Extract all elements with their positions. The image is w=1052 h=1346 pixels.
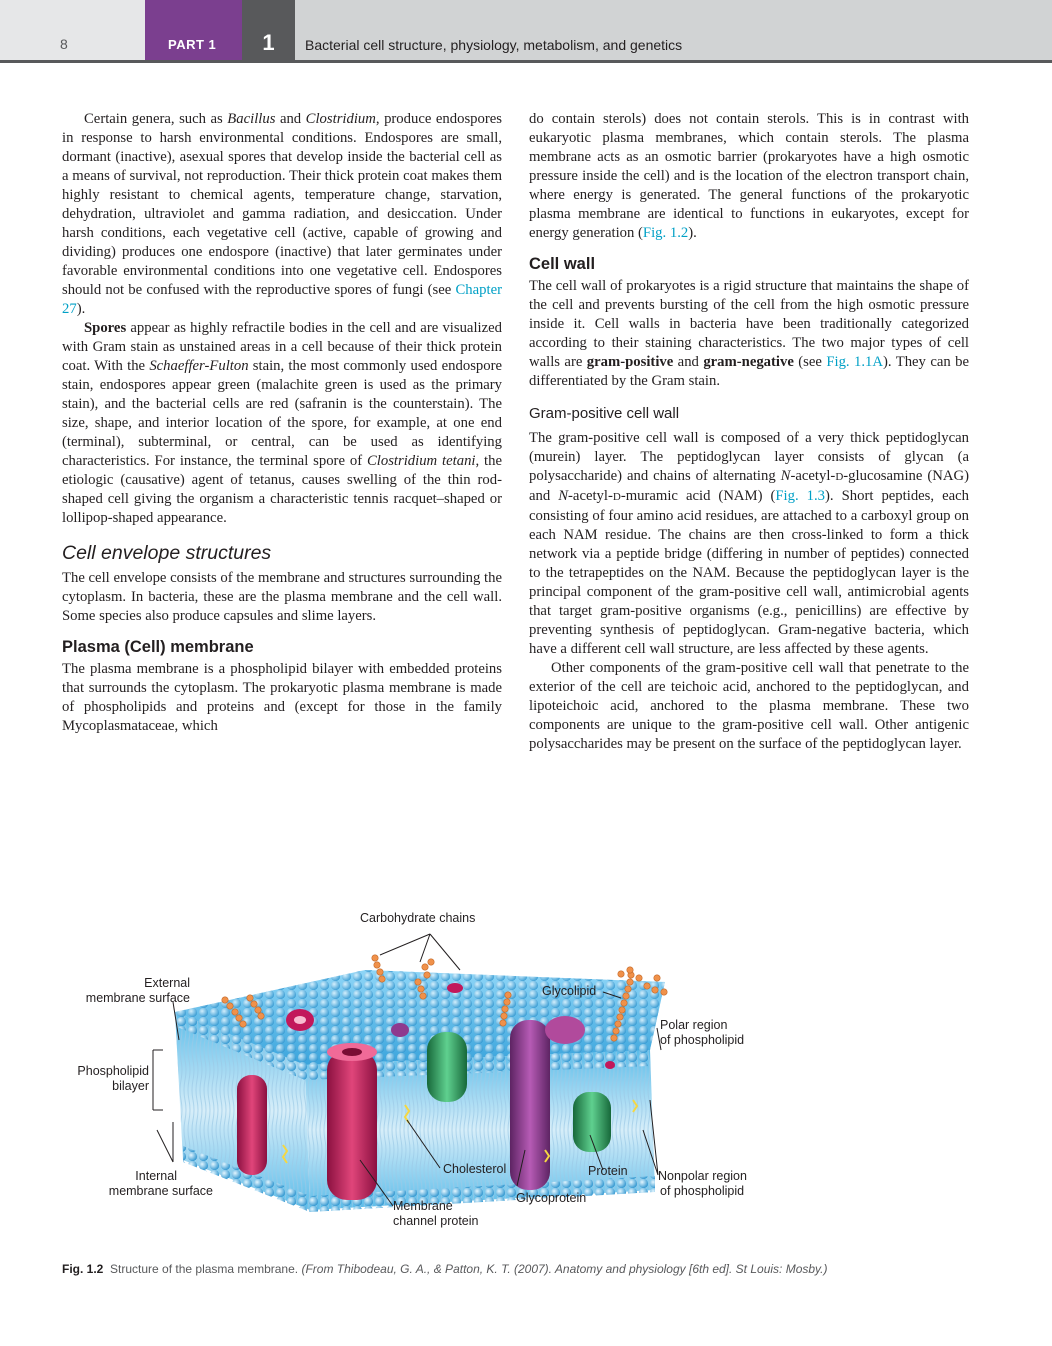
text-run: -glucosamine (NAG) and	[529, 468, 969, 504]
link-chapter-27[interactable]: Chapter 27	[62, 282, 502, 317]
small-cap-d: D	[612, 491, 621, 503]
paragraph-membrane-continued	[529, 110, 969, 243]
paragraph-endospores	[62, 110, 502, 319]
term-gram-positive: gram-positive	[586, 354, 674, 370]
text-run: ).	[76, 301, 86, 317]
heading-plasma-membrane: Plasma (Cell) membrane	[62, 638, 254, 656]
label-channel-protein-line2: channel protein	[393, 1214, 479, 1228]
text-run: -acetyl-	[568, 488, 613, 504]
term-gram-negative: gram-negative	[703, 354, 794, 370]
label-external-surface-line1: External	[144, 976, 190, 990]
paragraph-gram-positive	[529, 429, 969, 659]
label-phospholipid-bilayer-line1: Phospholipid	[77, 1064, 149, 1078]
figure-caption	[62, 1262, 828, 1276]
right-column	[529, 110, 969, 754]
label-external-surface-line2: membrane surface	[85, 991, 190, 1005]
chem-prefix: N	[780, 468, 791, 484]
chem-prefix: N	[558, 488, 569, 504]
text-run: -acetyl-	[790, 468, 836, 484]
chapter-number: 1	[262, 30, 275, 55]
label-internal-surface-line2: membrane surface	[108, 1184, 213, 1198]
label-phospholipid-bilayer-line2: bilayer	[112, 1079, 149, 1093]
paragraph-teichoic-acid: Other components of the gram-positive cell wall that penetrate to the exterior of the cell are teichoic acid, anchored to the peptidoglycan, and lipoteichoic acid, anchored to the plasma membrane. These two components are unique to the gram-positive cell wall. Other antigenic polysaccharides may be present on the surface of the peptidoglycan layer.	[529, 660, 969, 752]
link-fig-1-3[interactable]: Fig. 1.3	[775, 488, 826, 504]
label-nonpolar-region-line1: Nonpolar region	[658, 1169, 747, 1183]
header-page-number-block	[0, 0, 145, 60]
label-polar-region-line1: Polar region	[660, 1018, 728, 1032]
genus-name: Clostridium	[305, 111, 376, 127]
caption-label: Fig. 1.2	[62, 1262, 104, 1276]
stain-name: Schaeffer-Fulton	[149, 358, 249, 374]
label-nonpolar-region-line2: of phospholipid	[660, 1184, 745, 1198]
label-glycoprotein: Glycoprotein	[516, 1191, 587, 1205]
caption-source: (From Thibodeau, G. A., & Patton, K. T. (2007). Anatomy and physiology [6th ed]. St Louis: Mosby.)	[301, 1262, 828, 1276]
part-label: PART 1	[168, 37, 217, 52]
label-glycolipid: Glycolipid	[542, 984, 597, 998]
text-run: , produce endospores in response to harsh environmental conditions. Endospores are small, dormant (inactive), asexual spores that develop inside the bacterial cell as a means of survival, not reproduction. Their thick protein coat makes them highly resistant to chemical agents, temperature change, starvation, dehydration, ultraviolet and gamma radiation, and desiccation. Under harsh conditions, each vegetative cell (active, capable of growing and dividing) produces one endospore (inactive) that later germinates under favorable environmental conditions into one vegetative cell. Endospores should not be confused with the reproductive spores of fungi (see	[62, 111, 502, 298]
text-run: and	[673, 354, 704, 370]
heading-cell-wall: Cell wall	[529, 255, 596, 273]
label-internal-surface-line1: Internal	[135, 1169, 177, 1183]
text-run: stain, the most commonly used endospore stain, endospores appear green (malachite green is used as the primary stain), and the bacterial cells are red (safranin is the counterstain). The size, shape, and interior location of the spore, for example, at one end (terminal), subterminal, or central, can be used as identifying characteristics. For instance, the terminal spore of	[62, 358, 503, 469]
text-run: ).	[688, 225, 697, 241]
text-run: do contain sterols) does not contain sterols. This is in contrast with eukaryotic plasma membranes, which contain sterols. The plasma membrane acts as an osmotic barrier (prokaryotes have a high osmotic pressure inside the cell) and is the location of the electron transport chain, where energy is generated. The general functions of the prokaryotic plasma membrane are identical to functions in eukaryotes, except for energy generation (	[529, 111, 969, 241]
figure-plasma-membrane	[55, 900, 1005, 1240]
text-run: The gram-positive cell wall is composed of a very thick peptidoglycan (murein) layer. The peptidoglycan layer consists of glycan (a polysaccharide) and chains of alternating	[529, 430, 969, 484]
heading-gram-positive-cell-wall: Gram-positive cell wall	[529, 405, 680, 422]
label-channel-protein-line1: Membrane	[393, 1199, 453, 1213]
genus-name: Bacillus	[227, 111, 276, 127]
paragraph-cell-envelope: The cell envelope consists of the membrane and structures surrounding the cytoplasm. In bacteria, these are the plasma membrane and the cell wall. Some species also produce capsules and slime layers.	[62, 570, 502, 624]
chapter-title: Bacterial cell structure, physiology, metabolism, and genetics	[305, 37, 683, 53]
paragraph-cell-wall	[529, 277, 969, 391]
text-run: and	[275, 111, 306, 127]
left-column	[62, 110, 502, 736]
label-cholesterol: Cholesterol	[443, 1162, 507, 1176]
text-run: The cell wall of prokaryotes is a rigid structure that maintains the shape of the cell and prevents bursting of the cell from the high osmotic pressure inside it. Cell walls in bacteria have been traditionally categorized according to their staining characteristics. The two major types of cell walls are	[529, 278, 969, 370]
page-number: 8	[60, 36, 68, 52]
heading-cell-envelope-structures: Cell envelope structures	[62, 542, 272, 564]
text-run: , the etiologic (causative) agent of tetanus, causes swelling of the thin rod-shaped cell giving the organism a characteristic tennis racquet–shaped or lollipop-shaped appearance.	[62, 453, 502, 526]
text-run: ). Short peptides, each consisting of four amino acid residues, are attached to a carboxyl group on each NAM residue. The chains are then cross-linked to form a thick network via a peptide bridge (differing in number of peptides) connected to the tetrapeptides on the NAM. Because the peptidoglycan layer is the principal component of the gram-positive cell wall, antimicrobial agents that target gram-positive organisms (e.g., penicillins) are effective by preventing synthesis of peptidoglycan. Gram-negative bacteria, which have a different cell wall structure, are less affected by these agents.	[529, 488, 969, 657]
label-protein: Protein	[588, 1164, 628, 1178]
paragraph-spores	[62, 319, 502, 528]
text-run: appear as highly refractile bodies in the cell and are visualized with Gram stain as unstained areas in a cell because of their thick protein coat. With the	[62, 320, 502, 374]
text-run: ). They can be differentiated by the Gram stain.	[529, 354, 969, 389]
term-spores: Spores	[84, 320, 127, 336]
link-fig-1-1a[interactable]: Fig. 1.1A	[826, 354, 883, 370]
header-rule	[0, 60, 1052, 63]
small-cap-d: D	[835, 471, 844, 483]
text-run: -muramic acid (NAM) (	[620, 488, 776, 504]
species-name: Clostridium tetani	[366, 453, 476, 469]
text-run: (see	[793, 354, 827, 370]
text-run: Certain genera, such as	[84, 111, 228, 127]
link-fig-1-2[interactable]: Fig. 1.2	[642, 225, 689, 241]
label-polar-region-line2: of phospholipid	[660, 1033, 745, 1047]
paragraph-plasma-membrane: The plasma membrane is a phospholipid bilayer with embedded proteins that surrounds the cytoplasm. The prokaryotic plasma membrane is made of phospholipids and proteins and (except for those in the family Mycoplasmataceae, which	[62, 661, 502, 734]
label-carbohydrate-chains: Carbohydrate chains	[360, 911, 476, 925]
caption-text: Structure of the plasma membrane.	[110, 1262, 299, 1276]
